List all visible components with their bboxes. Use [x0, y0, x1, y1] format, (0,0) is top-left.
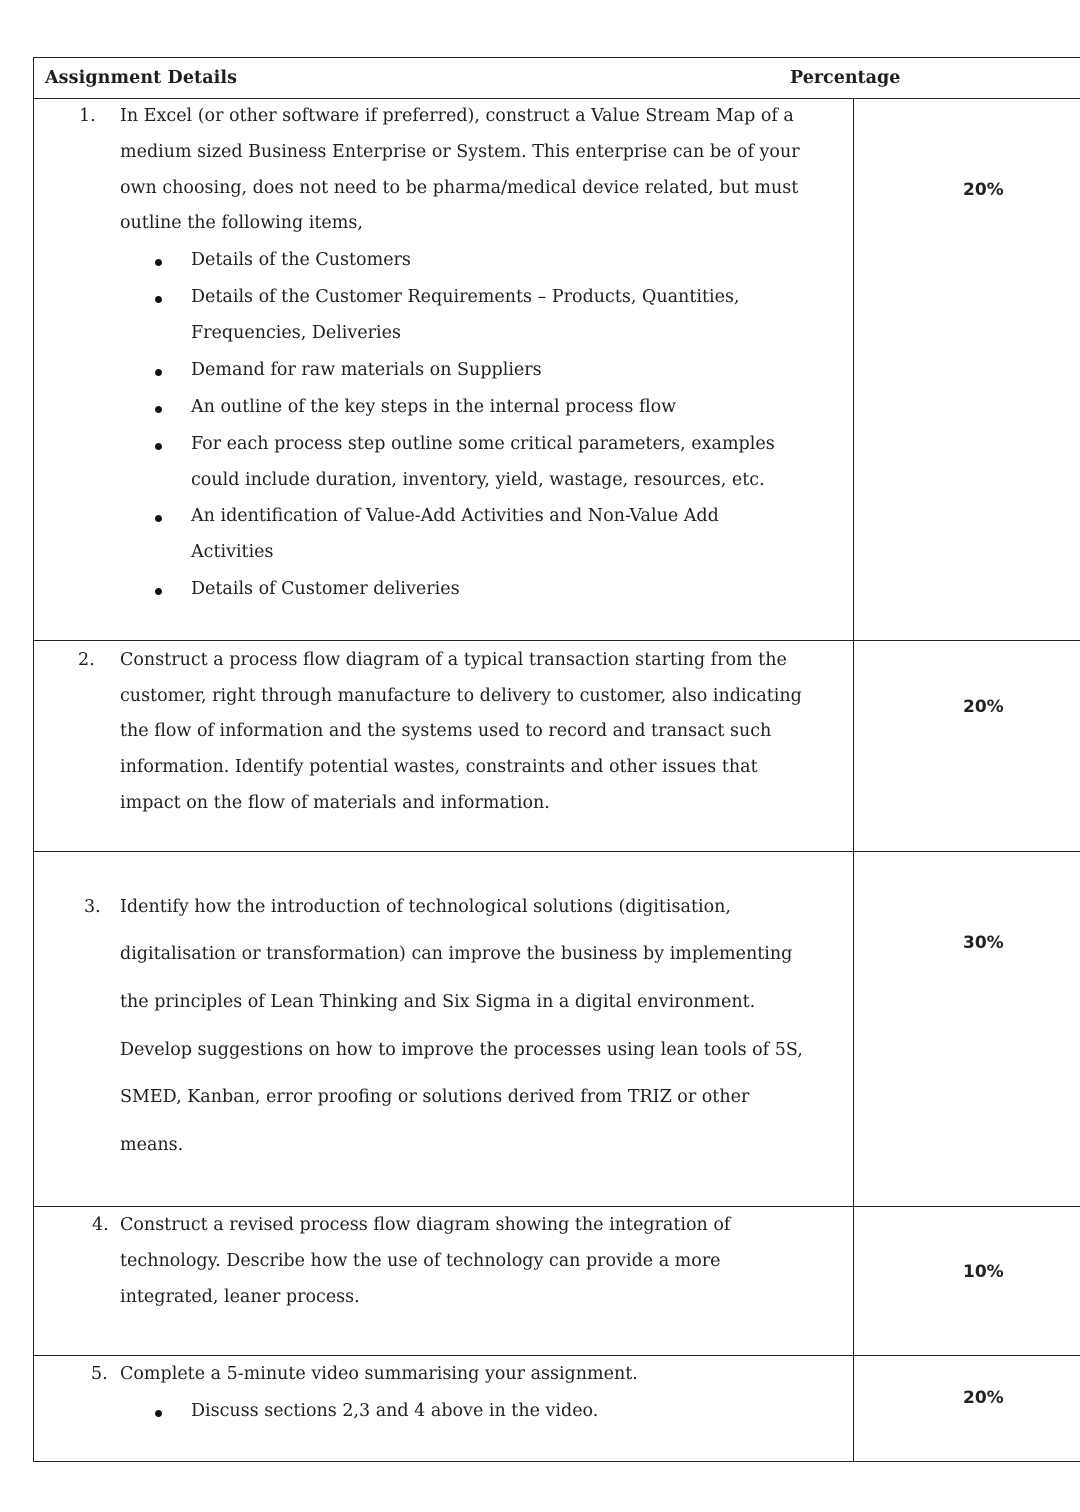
item-text-line: impact on the flow of materials and information.	[120, 793, 550, 813]
item-number: 2.	[78, 650, 95, 670]
column-divider	[853, 99, 854, 640]
column-divider	[853, 1356, 854, 1461]
bullet-text: Details of Customer deliveries	[191, 579, 460, 599]
assignment-table	[33, 57, 1080, 1462]
item-text-line: SMED, Kanban, error proofing or solutions derived from TRIZ or other	[120, 1087, 750, 1107]
bullet-text: Details of the Customer Requirements – Products, Quantities,	[191, 287, 740, 307]
table-header-row	[33, 57, 1080, 99]
bullet-text: An outline of the key steps in the internal process flow	[191, 397, 677, 417]
bullet-icon	[155, 443, 162, 450]
bullet-text: Discuss sections 2,3 and 4 above in the video.	[191, 1401, 599, 1421]
bullet-text: Demand for raw materials on Suppliers	[191, 360, 542, 380]
item-text-line: In Excel (or other software if preferred), construct a Value Stream Map of a	[120, 106, 794, 126]
bullet-text: Details of the Customers	[191, 250, 411, 270]
table-row-item-5	[33, 1356, 1080, 1462]
item-text-line: Construct a revised process flow diagram showing the integration of	[120, 1215, 731, 1235]
item-text-line: Construct a process flow diagram of a typical transaction starting from the	[120, 650, 787, 670]
item-number: 3.	[84, 897, 101, 917]
item-percentage: 10%	[963, 1262, 1004, 1282]
item-number: 5.	[91, 1364, 108, 1384]
item-text-line: customer, right through manufacture to delivery to customer, also indicating	[120, 686, 802, 706]
item-text-line: medium sized Business Enterprise or System. This enterprise can be of your	[120, 142, 800, 162]
table-row-item-1	[33, 99, 1080, 641]
item-text-line: Develop suggestions on how to improve the processes using lean tools of 5S,	[120, 1040, 803, 1060]
item-text-line: Identify how the introduction of technological solutions (digitisation,	[120, 897, 731, 917]
item-number: 1.	[79, 106, 96, 126]
bullet-text: Activities	[191, 542, 274, 562]
bullet-icon	[155, 259, 162, 266]
percentage-header: Percentage	[790, 68, 901, 88]
table-row-item-2	[33, 641, 1080, 852]
item-text-line: digitalisation or transformation) can improve the business by implementing	[120, 944, 793, 964]
item-text-line: Complete a 5-minute video summarising your assignment.	[120, 1364, 638, 1384]
item-percentage: 20%	[963, 697, 1004, 717]
bullet-text: Frequencies, Deliveries	[191, 323, 401, 343]
table-row-item-4	[33, 1207, 1080, 1356]
bullet-icon	[155, 406, 162, 413]
column-divider	[853, 641, 854, 851]
assignment-details-header: Assignment Details	[45, 68, 238, 88]
item-percentage: 20%	[963, 180, 1004, 200]
item-text-line: own choosing, does not need to be pharma/medical device related, but must	[120, 178, 799, 198]
bullet-text: An identification of Value-Add Activities and Non-Value Add	[191, 506, 719, 526]
bullet-icon	[155, 296, 162, 303]
item-text-line: outline the following items,	[120, 213, 363, 233]
table-row-item-3	[33, 852, 1080, 1207]
item-text-line: means.	[120, 1135, 184, 1155]
item-percentage: 20%	[963, 1388, 1004, 1408]
item-text-line: the flow of information and the systems used to record and transact such	[120, 721, 772, 741]
bullet-icon	[155, 515, 162, 522]
item-text-line: the principles of Lean Thinking and Six Sigma in a digital environment.	[120, 992, 756, 1012]
item-number: 4.	[92, 1215, 109, 1235]
column-divider	[853, 852, 854, 1206]
bullet-icon	[155, 1410, 162, 1417]
item-text-line: information. Identify potential wastes, constraints and other issues that	[120, 757, 758, 777]
bullet-icon	[155, 369, 162, 376]
bullet-icon	[155, 588, 162, 595]
bullet-text: For each process step outline some critical parameters, examples	[191, 434, 775, 454]
bullet-text: could include duration, inventory, yield, wastage, resources, etc.	[191, 470, 765, 490]
column-divider	[853, 1207, 854, 1355]
item-percentage: 30%	[963, 933, 1004, 953]
item-text-line: technology. Describe how the use of technology can provide a more	[120, 1251, 721, 1271]
item-text-line: integrated, leaner process.	[120, 1287, 360, 1307]
